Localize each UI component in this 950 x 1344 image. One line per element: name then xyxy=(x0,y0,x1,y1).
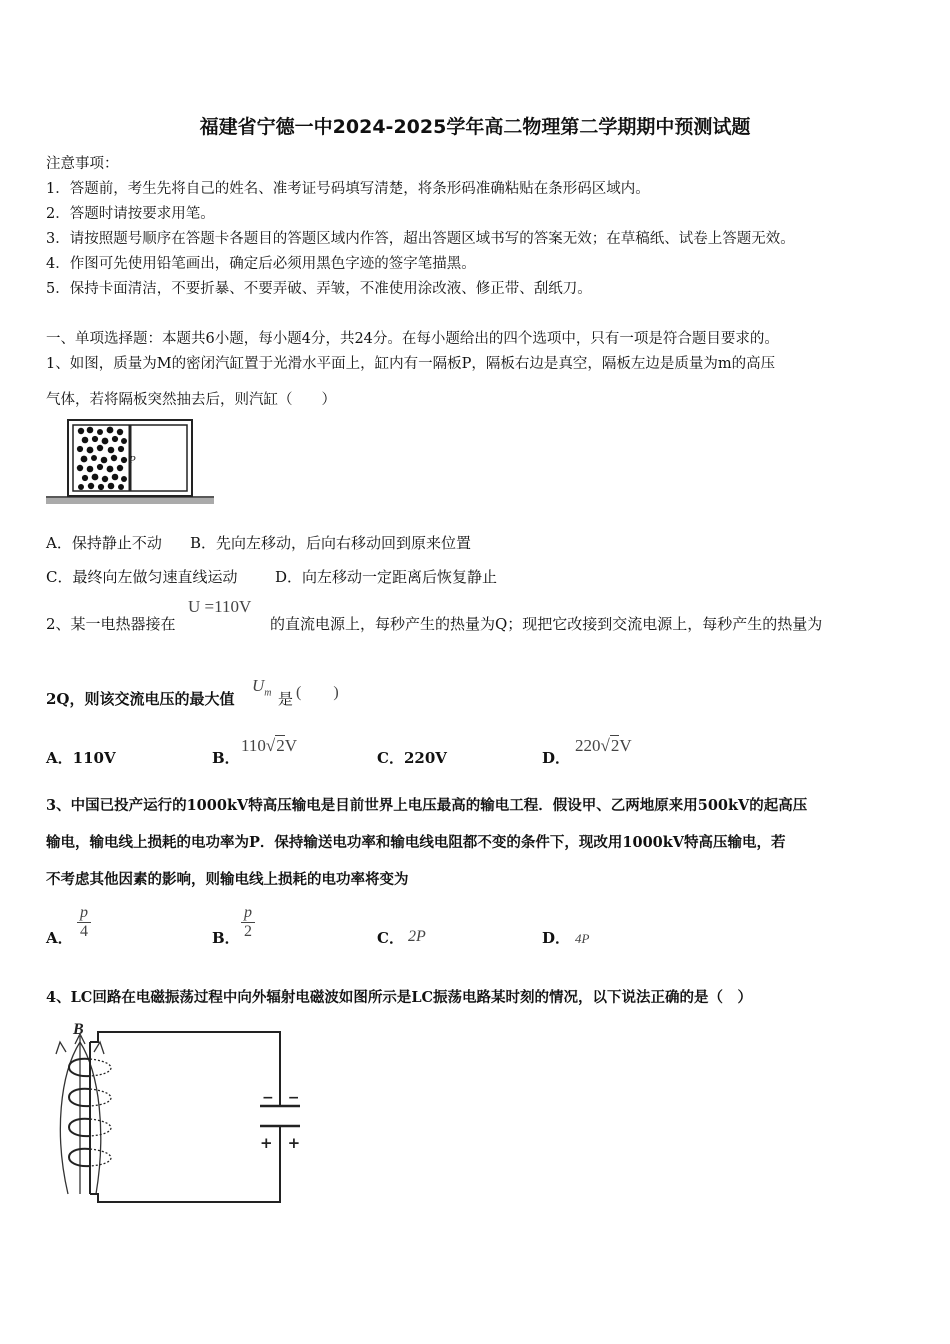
q2-option-d-value xyxy=(575,736,632,756)
q2-formula: U =110V xyxy=(188,597,252,616)
partition-label: P xyxy=(129,454,136,466)
sqrt-sign: √ xyxy=(265,736,276,755)
q3-option-c-value: 2P xyxy=(408,928,426,945)
notice-item: 3．请按照题号顺序在答题卡各题目的答题区域内作答，超出答题区域书写的答案无效；在草稿纸、试卷上答题无效。 xyxy=(46,231,795,247)
option-unit: V xyxy=(619,736,632,755)
q3-option-b-value xyxy=(241,904,255,941)
capacitor-positive-label: + + xyxy=(260,1134,301,1152)
q1-option-a: A．保持静止不动 xyxy=(46,534,162,552)
q2-option-c xyxy=(377,747,447,768)
option-number: 110 xyxy=(241,736,266,755)
q2-option-b-label: B． xyxy=(212,749,240,767)
q2-option-d-label: D． xyxy=(542,749,571,767)
q3-option-c-label: C． xyxy=(377,929,404,947)
sqrt-radicand: 2 xyxy=(276,736,285,755)
fraction-denominator: 4 xyxy=(80,923,88,940)
q3-stem-line2: 输电，输电线上损耗的电功率为P．保持输送电功率和输电线电阻都不变的条件下，现改用1000kV特高压输电，若 xyxy=(46,834,786,851)
option-value: 110V xyxy=(72,749,116,767)
fraction-numerator: p xyxy=(241,904,255,923)
page-title: 福建省宁德一中2024-2025学年高二物理第二学期期中预测试题 xyxy=(199,116,751,138)
q1-option-d: D．向左移动一定距离后恢复静止 xyxy=(275,568,498,586)
capacitor-negative-label: − − xyxy=(262,1090,300,1106)
q1-option-b: B．先向左移动，后向右移动回到原来位置 xyxy=(190,534,472,552)
option-label: C． xyxy=(377,749,404,767)
sqrt-radicand: 2 xyxy=(610,736,620,755)
q2-option-a xyxy=(46,747,116,768)
q3-option-a-label: A． xyxy=(46,929,73,947)
notice-heading: 注意事项： xyxy=(46,156,119,172)
section-heading: 一、单项选择题：本题共6小题，每小题4分，共24分。在每小题给出的四个选项中，只有一项是符合题目要求的。 xyxy=(46,331,779,347)
um-symbol xyxy=(252,676,272,698)
fraction-denominator: 2 xyxy=(244,923,252,940)
fraction-numerator: p xyxy=(77,904,91,923)
gas-particles xyxy=(77,427,127,491)
option-value: 220V xyxy=(403,749,447,767)
q4-stem: 4、LC回路在电磁振荡过程中向外辐射电磁波如图所示是LC振荡电路某时刻的情况，以下说法正确的是（ ） xyxy=(46,989,753,1006)
q3-stem-line1: 3、中国已投产运行的1000kV特高压输电是目前世界上电压最高的输电工程．假设甲、乙两地原来用500kV的起高压 xyxy=(46,797,808,814)
q3-option-a-value xyxy=(77,904,91,941)
notice-item: 2．答题时请按要求用笔。 xyxy=(46,206,215,222)
lc-circuit-figure xyxy=(40,1014,310,1210)
q1-stem-line2: 气体，若将隔板突然抽去后，则汽缸（ ） xyxy=(46,392,336,408)
option-label: A． xyxy=(46,749,73,767)
q2-stem-suffix: 的直流电源上，每秒产生的热量为Q；现把它改接到交流电源上，每秒产生的热量为 xyxy=(270,615,823,633)
q2-stem-line2: 2Q，则该交流电压的最大值 xyxy=(46,690,235,708)
q3-option-b-label: B． xyxy=(212,929,240,947)
q3-option-d-value: 4P xyxy=(575,931,590,946)
q1-stem-line1: 1、如图，质量为M的密闭汽缸置于光滑水平面上，缸内有一隔板P，隔板右边是真空，隔板左边是质量为m的高压 xyxy=(46,356,776,372)
magnetic-field-label: B xyxy=(73,1021,84,1038)
q3-stem-line3: 不考虑其他因素的影响，则输电线上损耗的电功率将变为 xyxy=(46,871,409,888)
q1-option-c: C．最终向左做匀速直线运动 xyxy=(46,568,238,586)
notice-item: 4．作图可先使用铅笔画出，确定后必须用黑色字迹的签字笔描黑。 xyxy=(46,256,476,272)
um-sub: m xyxy=(264,687,272,699)
option-number: 220 xyxy=(575,736,601,755)
q3-option-d-label: D． xyxy=(542,929,571,947)
um-u: U xyxy=(252,676,265,695)
notice-item: 5．保持卡面清洁，不要折暴、不要弄破、弄皱，不准使用涂改液、修正带、刮纸刀。 xyxy=(46,281,592,297)
notice-item: 1．答题前，考生先将自己的姓名、准考证号码填写清楚，将条形码准确粘贴在条形码区域内。 xyxy=(46,181,650,197)
cylinder-figure xyxy=(44,417,216,509)
q2-stem-prefix: 2、某一电热器接在 xyxy=(46,615,176,633)
q2-stem-line2-suffix: 是 xyxy=(278,690,294,708)
option-unit: V xyxy=(284,736,297,755)
q2-answer-paren: ( ) xyxy=(296,684,339,701)
sqrt-sign: √ xyxy=(600,736,610,755)
q2-option-b-value xyxy=(241,736,297,756)
